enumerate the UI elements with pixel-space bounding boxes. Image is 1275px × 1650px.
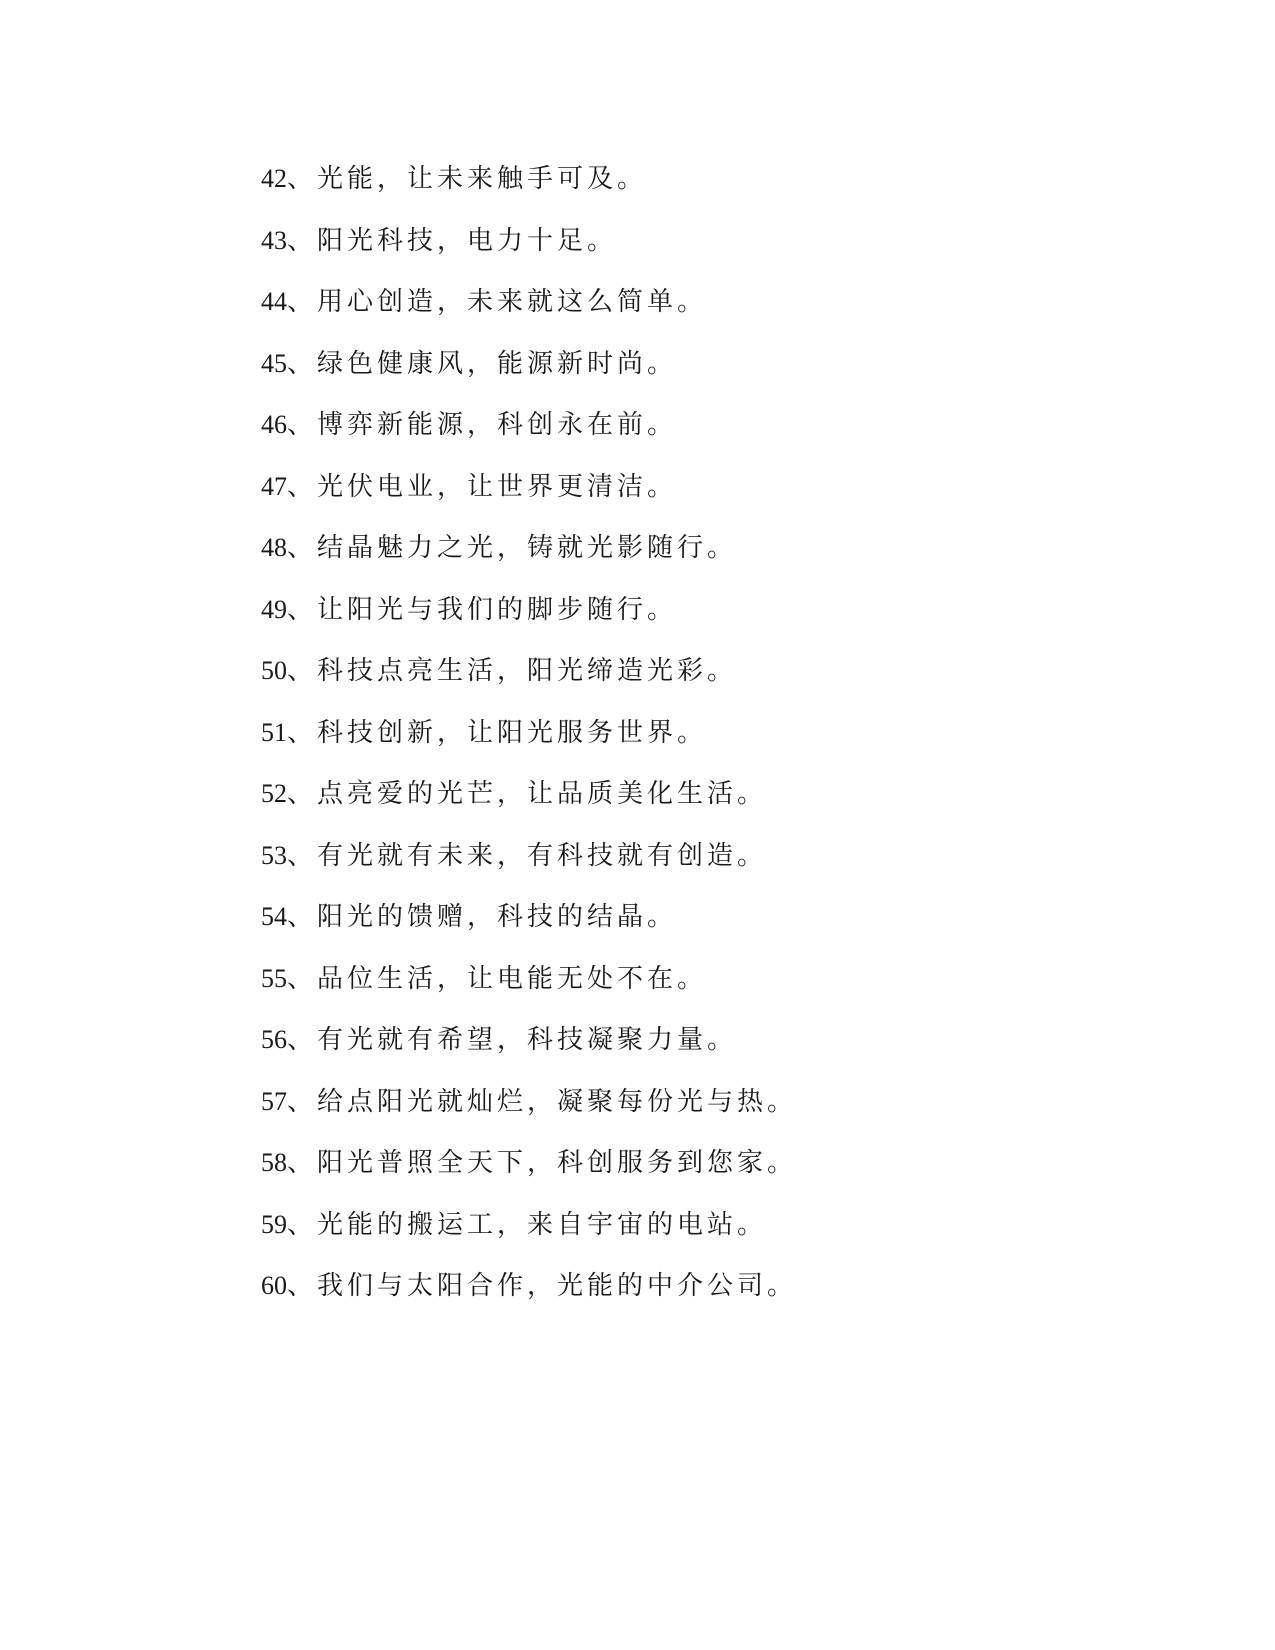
item-text: 、点亮爱的光芒，让品质美化生活。 — [287, 779, 768, 809]
item-number: 57 — [261, 1086, 287, 1116]
list-item — [261, 533, 797, 595]
list-item — [261, 1210, 797, 1272]
item-text: 、科技点亮生活，阳光缔造光彩。 — [287, 656, 738, 686]
item-text: 、阳光的馈赠，科技的结晶。 — [287, 902, 678, 932]
list-item — [261, 779, 797, 841]
list-item — [261, 1148, 797, 1210]
item-number: 47 — [261, 471, 287, 501]
item-number: 51 — [261, 717, 287, 747]
item-number: 60 — [261, 1271, 287, 1300]
list-item — [261, 964, 797, 1026]
list-item — [261, 595, 797, 657]
item-text: 、我们与太阳合作，光能的中介公司。 — [287, 1271, 798, 1301]
item-text: 、科技创新，让阳光服务世界。 — [287, 717, 708, 748]
list-item — [261, 349, 797, 411]
list-item — [261, 1025, 797, 1087]
item-number: 50 — [261, 656, 287, 685]
list-item — [261, 902, 797, 964]
item-text: 、结晶魅力之光，铸就光影随行。 — [287, 533, 738, 563]
item-text: 、博弈新能源，科创永在前。 — [287, 410, 678, 440]
item-number: 53 — [261, 840, 287, 870]
item-text: 、有光就有希望，科技凝聚力量。 — [287, 1025, 738, 1055]
item-number: 52 — [261, 779, 287, 808]
item-text: 、有光就有未来，有科技就有创造。 — [287, 840, 768, 871]
item-number: 54 — [261, 902, 287, 931]
list-item — [261, 410, 797, 472]
item-text: 、用心创造，未来就这么简单。 — [287, 287, 708, 317]
list-item — [261, 1271, 797, 1333]
item-number: 46 — [261, 410, 287, 439]
item-text: 、给点阳光就灿烂，凝聚每份光与热。 — [287, 1086, 798, 1117]
item-number: 49 — [261, 594, 287, 624]
item-text: 、让阳光与我们的脚步随行。 — [287, 594, 678, 625]
item-text: 、阳光普照全天下，科创服务到您家。 — [287, 1148, 798, 1178]
item-number: 43 — [261, 225, 287, 255]
list-item — [261, 718, 797, 780]
item-number: 42 — [261, 164, 287, 193]
item-text: 、阳光科技，电力十足。 — [287, 225, 618, 256]
item-number: 56 — [261, 1025, 287, 1054]
list-item — [261, 841, 797, 903]
slogan-list — [261, 164, 797, 1333]
item-number: 59 — [261, 1209, 287, 1239]
item-text: 、光能的搬运工，来自宇宙的电站。 — [287, 1209, 768, 1240]
item-number: 55 — [261, 963, 287, 993]
item-text: 、绿色健康风，能源新时尚。 — [287, 348, 678, 379]
item-text: 、品位生活，让电能无处不在。 — [287, 963, 708, 994]
list-item — [261, 226, 797, 288]
list-item — [261, 656, 797, 718]
item-number: 44 — [261, 287, 287, 316]
item-number: 48 — [261, 533, 287, 562]
list-item — [261, 287, 797, 349]
list-item — [261, 164, 797, 226]
list-item — [261, 472, 797, 534]
item-number: 58 — [261, 1148, 287, 1177]
item-number: 45 — [261, 348, 287, 378]
list-item — [261, 1087, 797, 1149]
item-text: 、光伏电业，让世界更清洁。 — [287, 471, 678, 502]
item-text: 、光能，让未来触手可及。 — [287, 164, 648, 194]
